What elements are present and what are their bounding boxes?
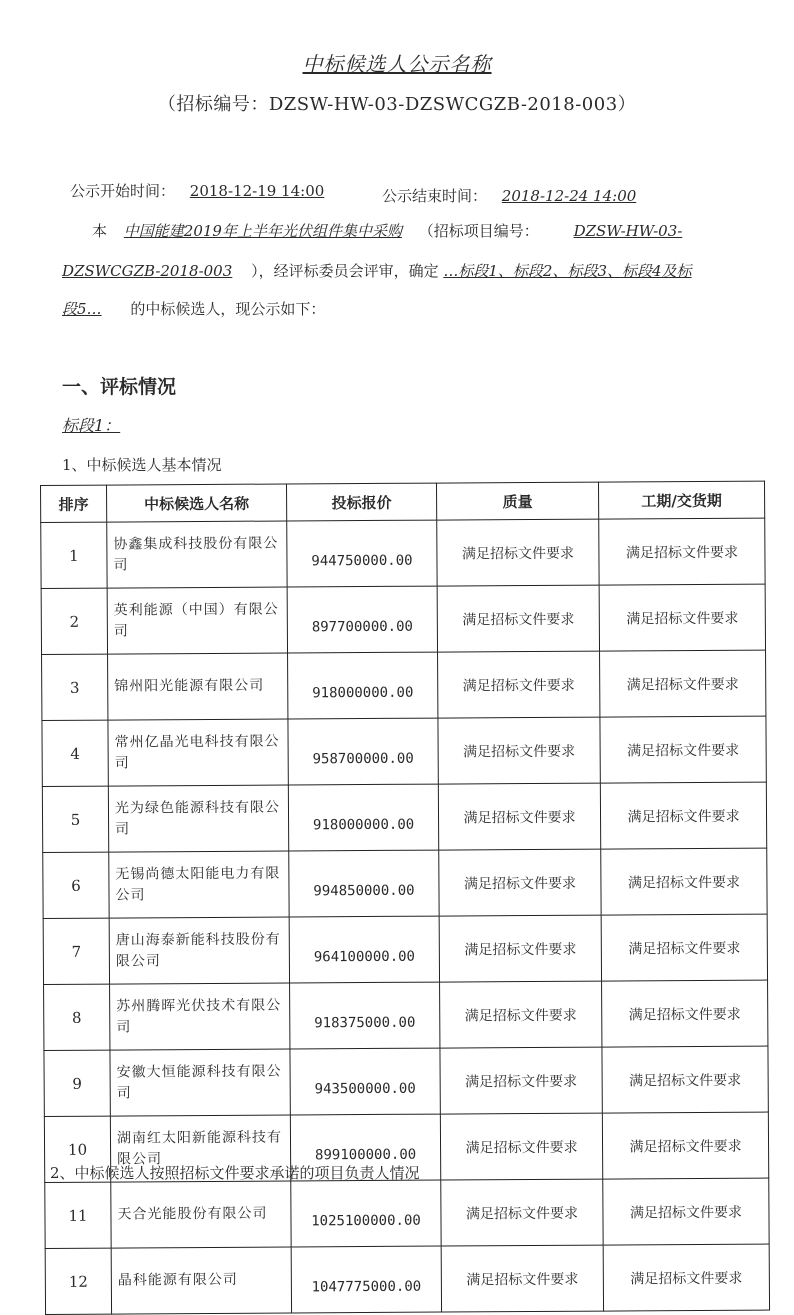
cell-rank: 7	[43, 918, 109, 984]
table-row	[43, 914, 767, 984]
project-name: 中国能建2019年上半年光伏组件集中采购	[123, 222, 402, 240]
cell-quality: 满足招标文件要求	[438, 717, 600, 784]
cell-rank: 2	[41, 588, 107, 654]
end-label: 公示结束时间：	[382, 187, 488, 205]
cell-name: 协鑫集成科技股份有限公司	[107, 521, 287, 588]
cell-price: 1025100000.00	[291, 1180, 441, 1247]
cell-quality: 满足招标文件要求	[440, 1113, 602, 1180]
subheading-candidates: 1、中标候选人基本情况	[62, 456, 222, 474]
cell-price: 897700000.00	[287, 586, 437, 653]
start-label: 公示开始时间：	[70, 182, 176, 200]
header-delivery: 工期/交货期	[598, 481, 764, 519]
cell-rank: 12	[45, 1248, 111, 1314]
cell-name: 锦州阳光能源有限公司	[108, 653, 288, 720]
cell-delivery: 满足招标文件要求	[601, 914, 767, 981]
cell-rank: 1	[41, 522, 107, 588]
cell-name: 苏州腾晖光伏技术有限公司	[110, 983, 290, 1050]
cell-name: 无锡尚德太阳能电力有限公司	[109, 851, 289, 918]
cell-quality: 满足招标文件要求	[437, 585, 599, 652]
cell-delivery: 满足招标文件要求	[602, 1112, 768, 1179]
cell-quality: 满足招标文件要求	[441, 1179, 603, 1246]
cell-delivery: 满足招标文件要求	[600, 650, 766, 717]
cell-quality: 满足招标文件要求	[439, 915, 601, 982]
cell-rank: 4	[42, 720, 108, 786]
cell-name: 安徽大恒能源科技有限公司	[110, 1049, 290, 1116]
cell-quality: 满足招标文件要求	[438, 783, 600, 850]
cell-price: 943500000.00	[290, 1048, 440, 1115]
header-rank: 排序	[41, 485, 107, 522]
p2-mid: ），经评标委员会评审，确定	[251, 262, 439, 280]
cell-quality: 满足招标文件要求	[437, 519, 599, 586]
paragraph-line-1	[92, 220, 682, 241]
cell-rank: 5	[42, 786, 108, 852]
publicity-end	[382, 185, 646, 206]
cell-delivery: 满足招标文件要求	[602, 980, 768, 1047]
subheading-project-leader: 2、中标候选人按照招标文件要求承诺的项目负责人情况	[50, 1164, 420, 1182]
paragraph-line-2	[62, 260, 692, 281]
table-row	[45, 1178, 769, 1248]
cell-price: 964100000.00	[289, 916, 439, 983]
table-row	[44, 980, 768, 1050]
cell-price: 918000000.00	[288, 652, 438, 719]
table-row	[41, 518, 765, 588]
cell-rank: 9	[44, 1050, 110, 1116]
header-name: 中标候选人名称	[107, 484, 287, 522]
cell-quality: 满足招标文件要求	[441, 1245, 603, 1312]
cell-name: 晶科能源有限公司	[111, 1247, 291, 1314]
cell-delivery: 满足招标文件要求	[600, 716, 766, 783]
cell-name: 唐山海泰新能科技股份有限公司	[109, 917, 289, 984]
table-row	[42, 782, 766, 852]
cell-delivery: 满足招标文件要求	[603, 1244, 769, 1311]
cell-price: 1047775000.00	[291, 1246, 441, 1313]
project-code-b: DZSWCGZB-2018-003	[62, 262, 233, 280]
lot-label: 标段1：	[62, 416, 121, 435]
cell-name: 湖南红太阳新能源科技有限公司	[110, 1115, 290, 1182]
p1-mid: （招标项目编号：	[418, 222, 539, 240]
cell-rank: 8	[44, 984, 110, 1050]
lots-a: …标段1、标段2、标段3、标段4及标	[443, 262, 692, 280]
cell-name: 光为绿色能源科技有限公司	[108, 785, 288, 852]
cell-name: 英利能源（中国）有限公司	[107, 587, 287, 654]
cell-delivery: 满足招标文件要求	[599, 584, 765, 651]
table-row	[42, 650, 766, 720]
table-row	[44, 1046, 768, 1116]
cell-rank: 10	[44, 1116, 110, 1182]
cell-name: 常州亿晶光电科技有限公司	[108, 719, 288, 786]
table-row	[43, 848, 767, 918]
table-row	[41, 584, 765, 654]
cell-price: 899100000.00	[290, 1114, 440, 1181]
table-header-row	[41, 481, 765, 522]
publicity-start	[70, 180, 334, 201]
document-subtitle: （招标编号：DZSW-HW-03-DZSWCGZB-2018-003）	[157, 94, 637, 115]
header-quality: 质量	[436, 482, 598, 520]
cell-delivery: 满足招标文件要求	[602, 1046, 768, 1113]
cell-price: 958700000.00	[288, 718, 438, 785]
section-heading: 一、评标情况	[62, 376, 177, 398]
project-code-a: DZSW-HW-03-	[573, 222, 683, 240]
p3-tail: 的中标候选人，现公示如下：	[130, 300, 326, 318]
cell-price: 918375000.00	[290, 982, 440, 1049]
cell-delivery: 满足招标文件要求	[599, 518, 765, 585]
lots-b: 段5…	[62, 300, 102, 318]
cell-delivery: 满足招标文件要求	[601, 848, 767, 915]
p1-prefix: 本	[92, 222, 108, 240]
paragraph-line-3	[62, 298, 325, 319]
table-row	[42, 716, 766, 786]
table-row	[45, 1244, 769, 1314]
cell-price: 918000000.00	[288, 784, 438, 851]
cell-rank: 6	[43, 852, 109, 918]
cell-quality: 满足招标文件要求	[439, 849, 601, 916]
cell-delivery: 满足招标文件要求	[603, 1178, 769, 1245]
start-time: 2018-12-19 14:00	[189, 182, 325, 200]
cell-name: 天合光能股份有限公司	[111, 1181, 291, 1248]
cell-quality: 满足招标文件要求	[440, 1047, 602, 1114]
candidates-table	[40, 481, 770, 1315]
cell-rank: 11	[45, 1182, 111, 1248]
header-price: 投标报价	[286, 483, 436, 521]
cell-quality: 满足招标文件要求	[438, 651, 600, 718]
cell-rank: 3	[42, 654, 108, 720]
cell-price: 944750000.00	[287, 520, 437, 587]
cell-delivery: 满足招标文件要求	[600, 782, 766, 849]
end-time: 2018-12-24 14:00	[501, 187, 637, 205]
cell-price: 994850000.00	[289, 850, 439, 917]
cell-quality: 满足招标文件要求	[440, 981, 602, 1048]
document-title: 中标候选人公示名称	[302, 52, 492, 76]
